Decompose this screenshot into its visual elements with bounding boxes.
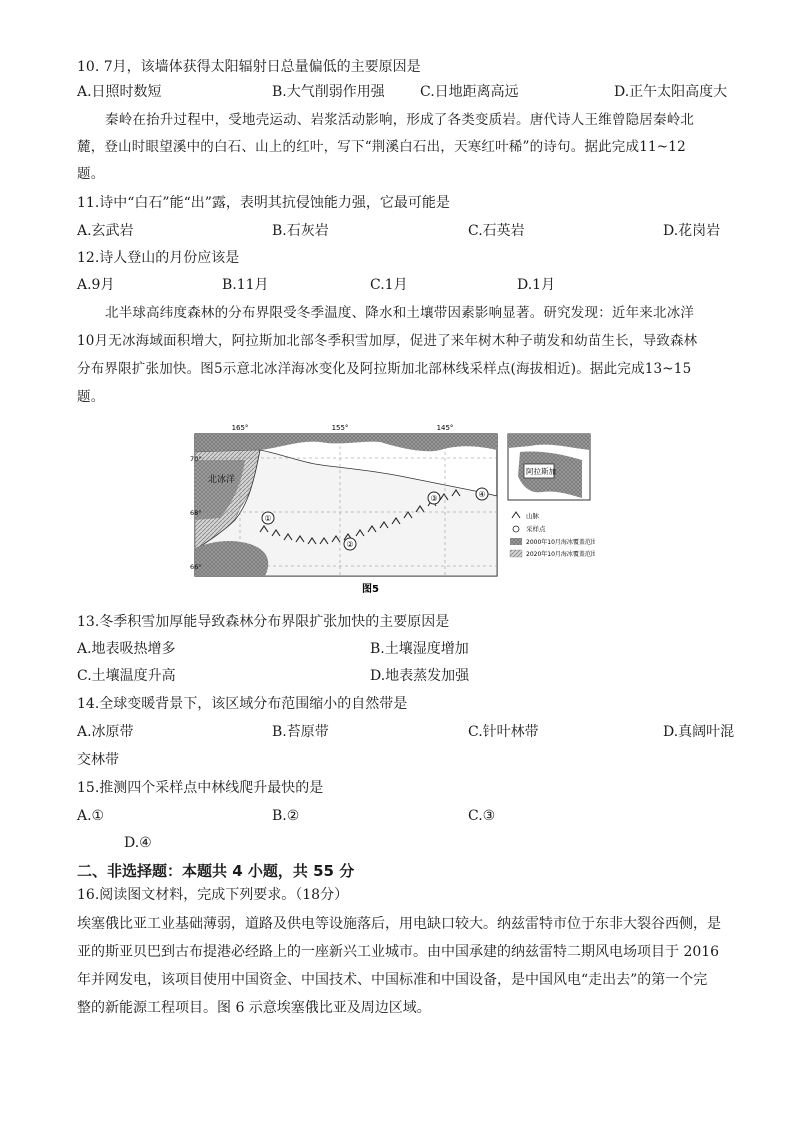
inset-region-label: 阿拉斯加: [526, 467, 556, 476]
figure-5: [190, 420, 595, 595]
figure-5-caption: 图5: [362, 584, 379, 595]
q14-option-b: B.苔原带: [272, 724, 329, 740]
passage1-line-1: 秦岭在抬升过程中，受地壳运动、岩浆活动影响，形成了各类变质岩。唐代诗人王维曾隐居秦岭北: [105, 112, 695, 128]
q15-option-d: D.④: [124, 835, 152, 851]
q10-option-c: C.日地距离高远: [420, 84, 519, 100]
q13-option-c: C.土壤温度升高: [77, 668, 176, 684]
q11-stem: 11.诗中“白石”能“出”露，表明其抗侵蚀能力强，它最可能是: [77, 195, 450, 211]
q13-option-b: B.土壤湿度增加: [370, 641, 469, 657]
q16-line-4: 整的新能源工程项目。图 6 示意埃塞俄比亚及周边区域。: [77, 1000, 431, 1016]
q11-option-c: C.石英岩: [468, 223, 525, 239]
passage2-line-4: 题。: [77, 389, 105, 405]
passage2-line-1: 北半球高纬度森林的分布界限受冬季温度、降水和土壤带因素影响显著。研究发现：近年来北冰洋: [105, 305, 695, 321]
lon-label: 145°: [436, 424, 454, 432]
legend-ice-2020: 2020年10月海冰覆盖范围: [526, 551, 595, 558]
q15-option-b: B.②: [272, 808, 300, 824]
q13-stem: 13.冬季积雪加厚能导致森林分布界限扩张加快的主要原因是: [77, 614, 450, 630]
q11-option-d: D.花岗岩: [663, 223, 721, 239]
q12-stem: 12.诗人登山的月份应该是: [77, 250, 240, 266]
passage2-line-3: 分布界限扩张加快。图5示意北冰洋海冰变化及阿拉斯加北部林线采样点(海拔相近)。据此完成13~15: [77, 361, 692, 377]
q14-option-d: D.真阔叶混: [663, 724, 735, 740]
q14-option-a: A.冰原带: [77, 724, 134, 740]
passage1-line-3: 题。: [77, 166, 105, 182]
q14-stem: 14.全球变暖背景下，该区域分布范围缩小的自然带是: [77, 696, 408, 712]
q10-option-d: D.正午太阳高度大: [614, 84, 728, 100]
q15-option-c: C.③: [468, 808, 496, 824]
sample-point-label: ④: [478, 490, 486, 499]
q16-line-1: 埃塞俄比亚工业基础薄弱，道路及供电等设施落后，用电缺口较大。纳兹雷特市位于东非大裂谷西侧，是: [77, 916, 721, 932]
q12-option-a: A.9月: [77, 277, 115, 293]
passage2-line-2: 10月无冰海域面积增大，阿拉斯加北部冬季积雪加厚，促进了来年树木种子萌发和幼苗生长，导致森林: [77, 333, 698, 349]
q15-option-a: A.①: [77, 808, 105, 824]
q10-stem: 10. 7月，该墙体获得太阳辐射日总量偏低的主要原因是: [77, 59, 421, 75]
lon-label: 165°: [231, 424, 249, 432]
lat-label: 68°: [190, 509, 202, 517]
lat-label: 70°: [190, 455, 202, 463]
q16-stem: 16.阅读图文材料，完成下列要求。（18分）: [77, 887, 349, 903]
legend-point-icon: [513, 526, 519, 532]
legend-sample: 采样点: [526, 525, 546, 533]
passage1-line-2: 麓，登山时眼望溪中的白石、山上的红叶，写下“荆溪白石出，天寒红叶稀”的诗句。据此完成11~12: [77, 139, 686, 155]
q12-option-d: D.1月: [517, 277, 556, 293]
q10-option-b: B.大气削弱作用强: [272, 84, 385, 100]
q14-option-c: C.针叶林带: [468, 724, 539, 740]
figure-5-map: [190, 420, 595, 595]
q16-line-3: 年并网发电，该项目使用中国资金、中国技术、中国标准和中国设备，是中国风电“走出去”的第一个完: [77, 972, 708, 988]
q14-option-d-continuation: 交林带: [77, 752, 119, 768]
q11-option-a: A.玄武岩: [77, 223, 134, 239]
legend-ice-2000-swatch: [510, 538, 522, 545]
legend-mountain-icon: [512, 512, 520, 518]
q12-option-b: B.11月: [222, 277, 269, 293]
sample-point-label: ①: [264, 514, 272, 523]
q10-option-a: A.日照时数短: [77, 84, 162, 100]
legend-ice-2000: 2000年10月海冰覆盖范围: [526, 539, 595, 546]
q13-option-a: A.地表吸热增多: [77, 641, 176, 657]
lon-label: 155°: [331, 424, 349, 432]
q13-option-d: D.地表蒸发加强: [370, 668, 470, 684]
legend-mountain: 山脉: [526, 512, 539, 520]
ocean-label: 北冰洋: [208, 475, 236, 485]
q15-stem: 15.推测四个采样点中林线爬升最快的是: [77, 780, 324, 796]
q16-line-2: 亚的斯亚贝巴到古布提港必经路上的一座新兴工业城市。由中国承建的纳兹雷特二期风电场项目于 2016: [77, 944, 720, 960]
legend-ice-2020-swatch: [510, 550, 522, 557]
sample-point-label: ③: [430, 494, 438, 503]
sample-point-label: ②: [346, 540, 354, 549]
lat-label: 66°: [190, 563, 202, 571]
section-2-title: 二、非选择题：本题共 4 小题，共 55 分: [77, 862, 355, 880]
q12-option-c: C.1月: [370, 277, 408, 293]
q11-option-b: B.石灰岩: [272, 223, 329, 239]
